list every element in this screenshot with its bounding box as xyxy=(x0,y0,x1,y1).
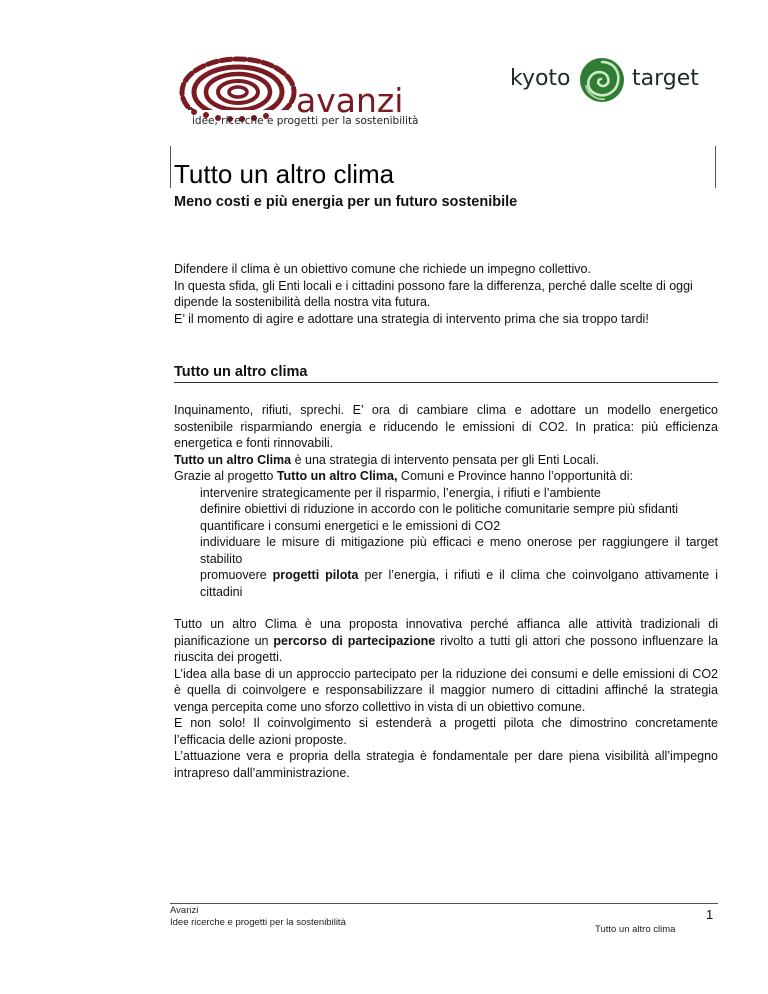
list-item-last-post: per l’energia, i rifiuti e il clima che coinvolgano attivamente i cittadini xyxy=(200,568,718,599)
section-paragraph-4-pre: Tutto un altro Clima è una proposta innovativa perché affianca alle attività tradizionali di pianificazione un xyxy=(174,617,718,648)
avanzi-logo-tagline: idee, ricerche e progetti per la sostenibilità xyxy=(192,115,419,127)
opportunity-list xyxy=(174,485,718,601)
list-item: definire obiettivi di riduzione in accordo con le politiche comunitarie sempre più sfidanti xyxy=(200,502,679,516)
kyoto-swirl-icon xyxy=(578,56,626,104)
footer-rule xyxy=(170,903,718,904)
project-name: Tutto un altro Clima, xyxy=(276,469,398,483)
page-number: 1 xyxy=(706,907,714,922)
intro-line-2: In questa sfida, gli Enti locali e i cittadini possono fare la differenza, perché dalle scelte di oggi dipende la sostenibilità della nostra vita futura. xyxy=(174,278,693,309)
strategy-name: Tutto un altro Clima xyxy=(174,452,292,467)
avanzi-logo xyxy=(176,52,419,132)
section-paragraph-3-pre: Grazie al progetto xyxy=(174,469,277,483)
list-item: quantificare i consumi energetici e le emissioni di CO2 xyxy=(200,518,501,533)
footer-org-tagline: Idee ricerche e progetti per la sostenibilità xyxy=(170,917,346,928)
intro-line-1: Difendere il clima è un obiettivo comune che richiede un impegno collettivo. xyxy=(174,262,591,276)
section-body xyxy=(174,402,718,781)
kyoto-target-logo xyxy=(510,56,710,106)
participation-path: percorso di partecipazione xyxy=(273,633,436,648)
section-paragraph-4-post: rivolto a tutti gli attori che possono influenzare la riuscita dei progetti. xyxy=(174,633,718,664)
page-title: Tutto un altro clima xyxy=(174,159,395,189)
section-paragraph-5: L’idea alla base di un approccio partecipato per la riduzione dei consumi e delle emissioni di CO2 è quella di coinvolgere e responsabilizzare il maggior numero di cittadini affinché la strategia venga percepita come uno sforzo collettivo in vista di un obiettivo comune. xyxy=(174,666,718,714)
list-item: individuare le misure di mitigazione più efficaci e meno onerose per raggiungere il target stabilito xyxy=(200,535,718,566)
intro-line-3: E’ il momento di agire e adottare una strategia di intervento prima che sia troppo tardi! xyxy=(174,311,649,326)
title-right-bar xyxy=(715,146,716,188)
footer-title: Tutto un altro clima xyxy=(595,924,676,935)
section-rule xyxy=(174,382,718,383)
footer-org: Avanzi xyxy=(170,905,199,916)
section-paragraph-2-text: è una strategia di intervento pensata per gli Enti Locali. xyxy=(291,452,599,467)
section-paragraph-3 xyxy=(174,468,718,485)
pilot-projects: progetti pilota xyxy=(272,568,359,582)
section-paragraph-6: E non solo! Il coinvolgimento si estenderà a progetti pilota che dimostrino concretamente l’efficacia delle azioni proposte. xyxy=(174,716,718,747)
section-paragraph-3-post: Comuni e Province hanno l’opportunità di: xyxy=(397,469,633,483)
section-paragraph-7: L’attuazione vera e propria della strategia è fondamentale per dare piena visibilità all’impegno intrapreso dall’amministrazione. xyxy=(174,749,718,780)
list-item xyxy=(200,567,718,600)
list-item: intervenire strategicamente per il risparmio, l’energia, i rifiuti e l’ambiente xyxy=(200,485,601,500)
page-subtitle: Meno costi e più energia per un futuro sostenibile xyxy=(174,194,518,210)
intro xyxy=(174,261,720,327)
title-left-bar xyxy=(170,146,171,188)
section-paragraph-1: Inquinamento, rifiuti, sprechi. E’ ora di cambiare clima e adottare un modello energetico sostenibile risparmiando energia e riducendo le emissioni di CO2. In pratica: più efficienza energetica e fonti rinnovabili. xyxy=(174,403,718,450)
section-paragraph-2 xyxy=(174,452,718,469)
avanzi-logo-name: avanzi xyxy=(296,81,404,120)
kyoto-logo-right: target xyxy=(632,66,699,91)
list-item-last-pre: promuovere xyxy=(200,568,273,582)
section-paragraph-4 xyxy=(174,616,718,666)
footer-left xyxy=(170,905,346,929)
kyoto-logo-left: kyoto xyxy=(510,66,571,91)
section-heading: Tutto un altro clima xyxy=(174,364,308,380)
